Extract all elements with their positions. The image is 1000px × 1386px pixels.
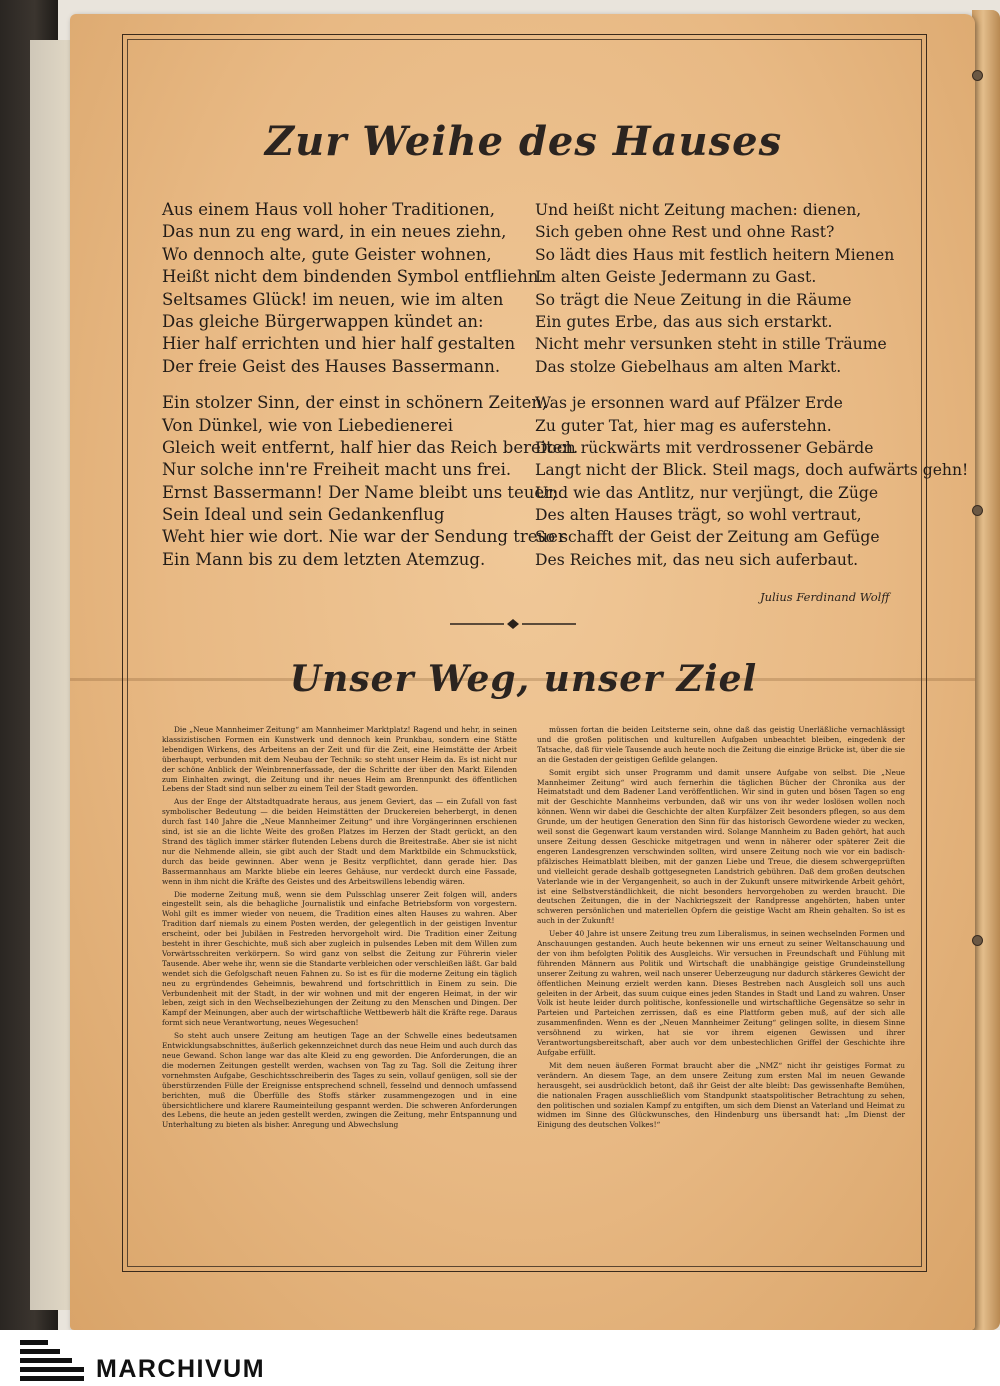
article-paragraph: Mit dem neuen äußeren Format braucht aber die „NMZ“ nicht ihr geistiges Format zu verändern. An diesem Tage, an dem unsere Zeitung zum ersten Mal im neuen Gewande herausgeht, sei ausdrücklich betont, daß ihr Geist der alte bleibt: Das gewissenhafte Bemühen, die nationalen Fragen ausschließlich vom Standpunkt staatspolitischer Betrachtung zu sehen, den politischen und sozialen Kampf zu entgiften, um sich dem Dienst an Vaterland und Heimat zu widmen im Sinne des Glückwunsches, den Hindenburg uns übersandt hat: „Im Dienst der Einigung des deutschen Volkes!“ xyxy=(537,1060,905,1130)
poem-line: Seltsames Glück! im neuen, wie im alten xyxy=(162,289,504,309)
poem-line: Gleich weit entfernt, half hier das Reich bereiten. xyxy=(162,437,579,457)
poem-right-column xyxy=(535,199,968,571)
poem-line: Ein gutes Erbe, das aus sich erstarkt. xyxy=(535,312,833,331)
poem-line: Des Reiches mit, das neu sich auferbaut. xyxy=(535,550,859,569)
stanza-gap xyxy=(162,378,578,392)
binding-hole-icon xyxy=(972,70,983,81)
poem-line: Ernst Bassermann! Der Name bleibt uns teuer; xyxy=(162,482,558,502)
poem-line: So lädt dies Haus mit festlich heitern Mienen xyxy=(535,245,895,264)
poem-title: Zur Weihe des Hauses xyxy=(264,118,783,165)
stanza-gap xyxy=(535,378,968,392)
poem-line: Der freie Geist des Hauses Bassermann. xyxy=(162,356,501,376)
poem-line: Weht hier wie dort. Nie war der Sendung treuer xyxy=(162,527,566,547)
binding-hole-icon xyxy=(972,505,983,516)
poem-line: So schafft der Geist der Zeitung am Gefüge xyxy=(535,528,880,547)
divider-ornament-icon xyxy=(450,618,576,630)
poem-line: Langt nicht der Blick. Steil mags, doch aufwärts gehn! xyxy=(535,461,969,480)
article-left-column xyxy=(162,725,517,1133)
poem-left-column xyxy=(162,199,578,571)
poem-line: Heißt nicht dem bindenden Symbol entfliehn. xyxy=(162,267,544,287)
article-paragraph: müssen fortan die beiden Leitsterne sein, ohne daß das geistig Unerläßliche vernachlässigt und die großen politischen und kulturellen Aufgaben unbeachtet bleiben, eingedenk der Tatsache, daß für viele Tausende auch heute noch die Zeitung die einzige Brücke ist, über die sie an die Gestaden der geistigen Gefilde gelangen. xyxy=(537,725,905,764)
poem-line: Was je ersonnen ward auf Pfälzer Erde xyxy=(535,394,843,413)
binding-hole-icon xyxy=(972,935,983,946)
poem-line: Nicht mehr versunken steht in stille Träume xyxy=(535,335,887,354)
poem-line: Nur solche inn're Freiheit macht uns frei. xyxy=(162,460,512,480)
poem-line: Sich geben ohne Rest und ohne Rast? xyxy=(535,223,835,242)
poem-line: Das nun zu eng ward, in ein neues ziehn, xyxy=(162,222,507,242)
article-paragraph: Somit ergibt sich unser Programm und damit unsere Aufgabe von selbst. Die „Neue Mannheimer Zeitung“ wird auch fernerhin die täglichen Bücher der Chronika aus der Heimatstadt und dem Badener Land veröffentlichen. Wir sind in guten und bösen Tagen so eng mit der Geschichte Mannheims verbunden, daß wir uns von ihr weder loslösen wollen noch können. Wenn wir dabei die Geschichte der alten Kurpfälzer Zeit besonders pflegen, so aus dem Grunde, um der heutigen Generation den Sinn für das historisch Gewordene wieder zu wecken, weil sonst die Gegenwart kaum verstanden wird. Solange Mannheim zu Baden gehört, hat auch unsere Zeitung dessen Geschicke mitgetragen und wenn in näherer oder späterer Zeit die engeren Landesgrenzen verschwinden sollten, wird unsere Zeitung noch wie vor ein badisch-pfälzisches Heimatblatt bleiben, mit der ganzen Liebe und Treue, die diesem schwergeprüften und vielleicht gerade deshalb gottgesegneten Landstrich gebühren. Daß dem großen deutschen Vaterlande wie in der Vergangenheit, so auch in der Zukunft unsere mitwirkende Arbeit gehört, ist eine Selbstverständlichkeit, die nicht besonders hervorgehoben zu werden braucht. Die deutschen Zeitungen, die in der Nachkriegszeit der Randpresse angehörten, haben unter schweren persönlichen und materiellen Opfern die geistige Wacht am Rhein gehalten. So ist es auch in der Zukunft! xyxy=(537,767,905,926)
poem-line: Im alten Geiste Jedermann zu Gast. xyxy=(535,268,817,287)
poem-line: Wo dennoch alte, gute Geister wohnen, xyxy=(162,244,492,264)
article-paragraph: So steht auch unsere Zeitung am heutigen Tage an der Schwelle eines bedeutsamen Entwicklungsabschnittes, äußerlich gekennzeichnet durch das neue Heim und auch durch das neue Gewand. Schon lange war das alte Kleid zu eng geworden. Die Anforderungen, die an die modernen Zeitungen gestellt werden, wachsen von Tag zu Tag. Soll die Zeitung ihrer vornehmsten Aufgabe, Geschichtsschreiberin des Tages zu sein, vollauf genügen, soll sie der überstürzenden Fülle der Ereignisse entsprechend schnell, fesselnd und dennoch umfassend berichten, muß die Überfülle des Stoffs stärker zusammengezogen und in eine übersichtlichere und klarere Raumeinteilung gespannt werden. Die schweren Anforderungen des Lebens, die heute an jeden gestellt werden, zwingen die Zeitung, mehr Entspannung und Unterhaltung zu bieten als bisher. Anregung und Abwechslung xyxy=(162,1031,517,1130)
poem-line: Aus einem Haus voll hoher Traditionen, xyxy=(162,200,495,219)
poem-line: Des alten Hauses trägt, so wohl vertraut, xyxy=(535,506,862,525)
poem-line: Sein Ideal und sein Gedankenflug xyxy=(162,505,445,525)
poem-line: Hier half errichten und hier half gestalten xyxy=(162,334,516,354)
article-paragraph: Ueber 40 Jahre ist unsere Zeitung treu zum Liberalismus, in seinen wechselnden Formen und Anschauungen gestanden. Auch heute bekennen wir uns erneut zu seiner Weltanschauung und der von ihm befolgten Politik des Ausgleichs. Wir versuchen in Freundschaft und Fühlung mit führenden Männern aus Politik und Wirtschaft die unabhängige geistige Grundeinstellung unserer Zeitung zu wahren, weil nach unserer Ueberzeugung nur dadurch stärkeres Gewicht der öffentlichen Meinung erzielt werden kann. Dieses Bestreben nach Ausgleich soll uns auch geleiten in der Arbeit, das suum cuique eines jeden Standes in Stadt und Land zu wahren. Unser Volk ist heute leider durch politische, konfessionelle und wirtschaftliche Gegensätze so sehr in Parteien und Parteichen zerrissen, daß es eine Plattform geben muß, auf der sich alle zusammenfinden. Wenn es der „Neuen Mannheimer Zeitung“ gelingen sollte, in diesem Sinne versöhnend zu wirken, hat sie vor ihrem eigenen Gewissen und ihrer Verantwortungsbereitschaft, aber auch vor dem unbestechlichen Griffel der Geschichte ihre Aufgabe erfüllt. xyxy=(537,929,905,1057)
poem-line: Das stolze Giebelhaus am alten Markt. xyxy=(535,357,842,376)
poem-line: Das gleiche Bürgerwappen kündet an: xyxy=(162,311,484,331)
marchivum-logo-text: MARCHIVUM xyxy=(96,1355,266,1383)
article-title: Unser Weg, unser Ziel xyxy=(289,658,758,700)
poem-line: So trägt die Neue Zeitung in die Räume xyxy=(535,290,852,309)
article-right-column xyxy=(537,725,905,1133)
poem-author: Julius Ferdinand Wolff xyxy=(760,590,890,604)
article-paragraph: Aus der Enge der Altstadtquadrate heraus, aus jenem Geviert, das — ein Zufall von fast symbolischer Bedeutung — die beiden Heimstätten der Druckereien beherbergt, in denen durch fast 140 Jahre die „Neue Mannheimer Zeitung“ und ihre Vorgängerinnen erschienen sind, ist sie an die lichte Weite des großen Platzes im Herzen der Stadt gerückt, an den Strand des täglich immer stärker flutenden Lebens durch die Breitestraße. Aber sie ist nicht nur die Nehmende allein, sie gibt auch der Stadt und dem Marktbilde ein Schmuckstück, durch das beide gewinnen. Aber wenn je Besitz verpflichtet, dann gerade hier. Das Bassermannhaus am Markte bliebe ein leeres Gehäuse, nur verdeckt durch eine Fassade, wenn in ihm nicht die Kräfte des Geistes und des Arbeitswillens lebendig wären. xyxy=(162,797,517,886)
poem-line: Zu guter Tat, hier mag es auferstehn. xyxy=(535,416,832,435)
poem-line: Doch rückwärts mit verdrossener Gebärde xyxy=(535,438,874,457)
poem-line: Ein Mann bis zu dem letzten Atemzug. xyxy=(162,549,486,569)
poem-line: Ein stolzer Sinn, der einst in schönern Zeiten, xyxy=(162,393,548,413)
poem-line: Und heißt nicht Zeitung machen: dienen, xyxy=(535,201,862,219)
marchivum-logo-icon xyxy=(20,1340,86,1382)
article-paragraph: Die „Neue Mannheimer Zeitung“ am Mannheimer Marktplatz! Ragend und hehr, in seinen klassizistischen Formen ein Kunstwerk und dennoch kein Prunkbau, sondern eine Stätte lebendigen Wirkens, des Arbeitens an der Zeit und für die Zeit, eine Heimstätte der Arbeit überhaupt, verbunden mit dem Neubau der Technik: so steht unser Heim da. Es ist nicht nur der schöne Anblick der Weinbrennerfassade, der die Schritte der über den Markt Eilenden zum Einhalten zwingt, die Zeitung und ihr neues Heim am Brennpunkt des öffentlichen Lebens der Stadt sind nun selber zu einem Teil der Stadt geworden. xyxy=(162,725,517,794)
next-page-edge xyxy=(972,10,1000,1330)
poem-line: Und wie das Antlitz, nur verjüngt, die Züge xyxy=(535,483,879,502)
poem-line: Von Dünkel, wie von Liebedienerei xyxy=(162,415,454,435)
article-paragraph: Die moderne Zeitung muß, wenn sie dem Pulsschlag unserer Zeit folgen will, anders eingestellt sein, als die behagliche Journalistik und einfache Betriebsform von vorgestern. Wohl gilt es immer wieder von neuem, die Tradition eines alten Hauses zu wahren. Aber Tradition darf niemals zu einem Posten werden, der gelegentlich in der geistigen Inventur erscheint, oder bei Jubiläen in Festreden hervorgeholt wird. Die Tradition einer Zeitung besteht in ihrer Geschichte, muß sich aber zugleich in pulsendes Leben mit dem Willen zum Vorwärtsschreiten verkörpern. So wird ganz von selbst die Zeitung zur Führerin vieler Tausende. Aber wehe ihr, wenn sie die Standarte verbleichen oder verschleißen läßt. Gar bald wendet sich die Gefolgschaft neuen Fahnen zu. So ist es für die moderne Zeitung ein täglich neu zu ergründendes Geheimnis, bewahrend und fortschrittlich in Einem zu sein. Die Verbundenheit mit der Stadt, in der wir wohnen und mit der engeren Heimat, in der wir leben, zeigt sich in den Wechselbeziehungen der Zeitung zu den Menschen und Dingen. Der Kampf der Meinungen, aber auch der wirtschaftliche Wettbewerb hält die Kräfte rege. Daraus formt sich neue Verantwortung, neues Wegesuchen! xyxy=(162,889,517,1028)
